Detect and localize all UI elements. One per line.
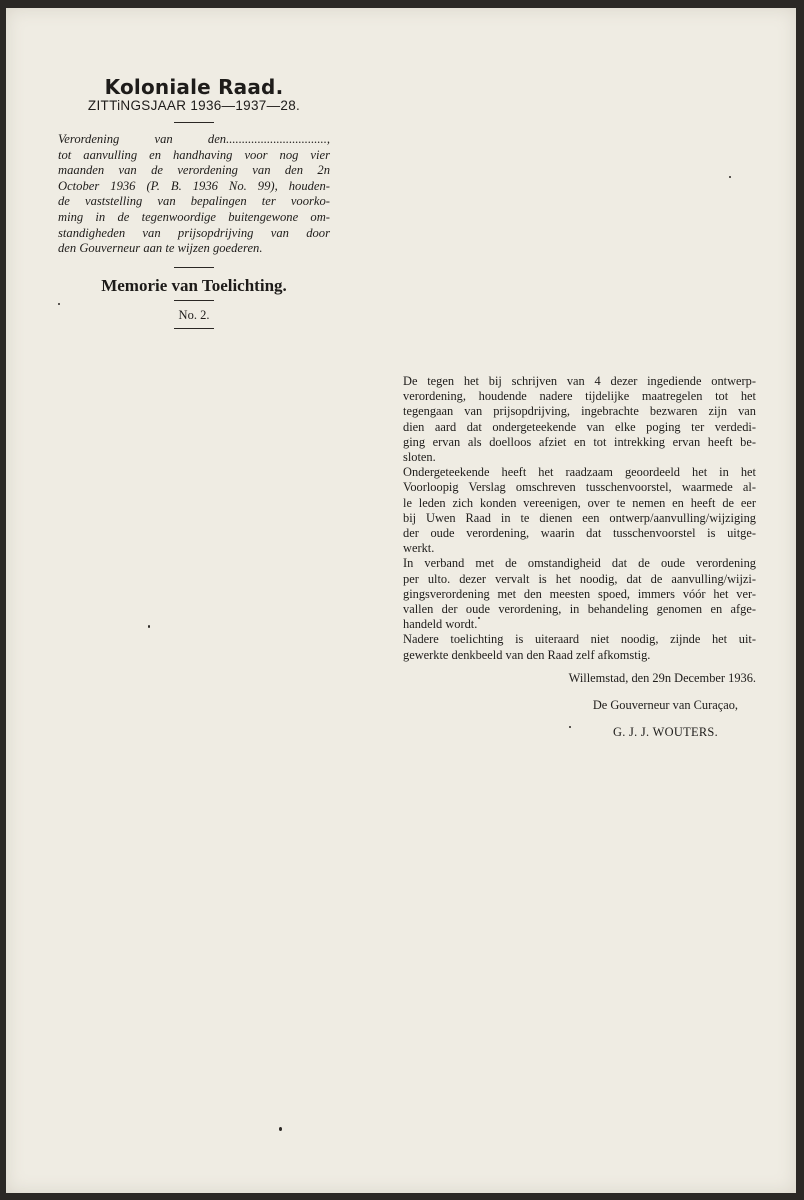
signature: G. J. J. WOUTERS. — [612, 725, 718, 740]
body-line: gingsverordening met den meesten spoed, immers vóór het ver- — [403, 586, 756, 601]
body-line: le leden zich konden vereenigen, over te nemen en heeft de eer — [403, 495, 756, 510]
divider-rule — [174, 328, 214, 329]
document-page — [6, 8, 796, 1193]
memo-number: No. 2. — [178, 307, 210, 322]
body-line: In verband met de omstandigheid dat de oude verordening — [403, 556, 756, 571]
body-line: Nadere toelichting is uiteraard niet noodig, zijnde het uit- — [403, 632, 756, 647]
body-paragraph-1 — [383, 374, 756, 465]
body-line: gewerkte denkbeeld van den Raad zelf afkomstig. — [403, 647, 651, 662]
subject-line: de vaststelling van bepalingen ter voorko- — [58, 194, 330, 209]
body-line: Voorloopig Verslag omschreven tusschenvoorstel, waarmede al- — [403, 480, 756, 495]
left-column — [58, 76, 330, 329]
body-line: dien aard dat ondergeteekende van elke poging ter verdedi- — [403, 419, 756, 434]
speck — [729, 176, 731, 178]
speck — [58, 303, 60, 305]
body-line: tegengaan van prijsopdrijving, ingebrachte bezwaren zijn van — [403, 404, 756, 419]
subject-line: ming in de tegenwoordige buitengewone om- — [58, 209, 330, 224]
body-line: werkt. — [403, 541, 435, 556]
body-line: handeld wordt. — [403, 617, 478, 632]
body-line: bij Uwen Raad in te dienen een ontwerp/aanvulling/wijziging — [403, 510, 756, 525]
council-title: Koloniale Raad. — [104, 75, 284, 99]
memo-title: Memorie van Toelichting. — [101, 275, 287, 295]
body-line: De tegen het bij schrijven van 4 dezer ingediende ontwerp- — [403, 374, 756, 388]
governor-title: De Gouverneur van Curaçao, — [592, 698, 738, 713]
body-line: der oude verordening, waarin dat tusschenvoorstel is uitge- — [403, 526, 756, 541]
session-year: ZITTiNGSJAAR 1936—1937—28. — [87, 98, 301, 113]
speck — [148, 625, 150, 628]
subject-line: October 1936 (P. B. 1936 No. 99), houden- — [58, 178, 330, 193]
divider-rule — [174, 267, 214, 268]
subject-line: den Gouverneur aan te wijzen goederen. — [58, 241, 263, 256]
subject-line: Verordening van den................................, — [58, 132, 330, 146]
body-paragraph-3 — [383, 556, 756, 632]
subject-description — [58, 132, 330, 257]
subject-line: standigheden van prijsopdrijving van door — [58, 225, 330, 240]
subject-line: maanden van de verordening van den 2n — [58, 163, 330, 178]
body-line: vallen der oude verordening, in behandeling genomen en afge- — [403, 602, 756, 617]
body-paragraph-2 — [383, 465, 756, 556]
body-paragraph-4 — [383, 632, 756, 662]
speck — [569, 726, 571, 728]
memo-body — [383, 374, 756, 740]
speck — [478, 617, 480, 619]
body-line: ging ervan als doelloos afziet en tot intrekking ervan heeft be- — [403, 434, 756, 449]
speck — [279, 1127, 282, 1131]
body-line: Ondergeteekende heeft het raadzaam geoordeeld het in het — [403, 465, 756, 480]
body-line: verordening, houdende nadere tijdelijke maatregelen tot het — [403, 389, 756, 404]
divider-rule — [174, 122, 214, 123]
body-line: sloten. — [403, 450, 436, 465]
body-line: per ulto. dezer vervalt is het noodig, dat de aanvulling/wijzi- — [403, 571, 756, 586]
divider-rule — [174, 300, 214, 301]
place-date: Willemstad, den 29n December 1936. — [568, 670, 756, 685]
subject-line: tot aanvulling en handhaving voor nog vier — [58, 147, 330, 162]
